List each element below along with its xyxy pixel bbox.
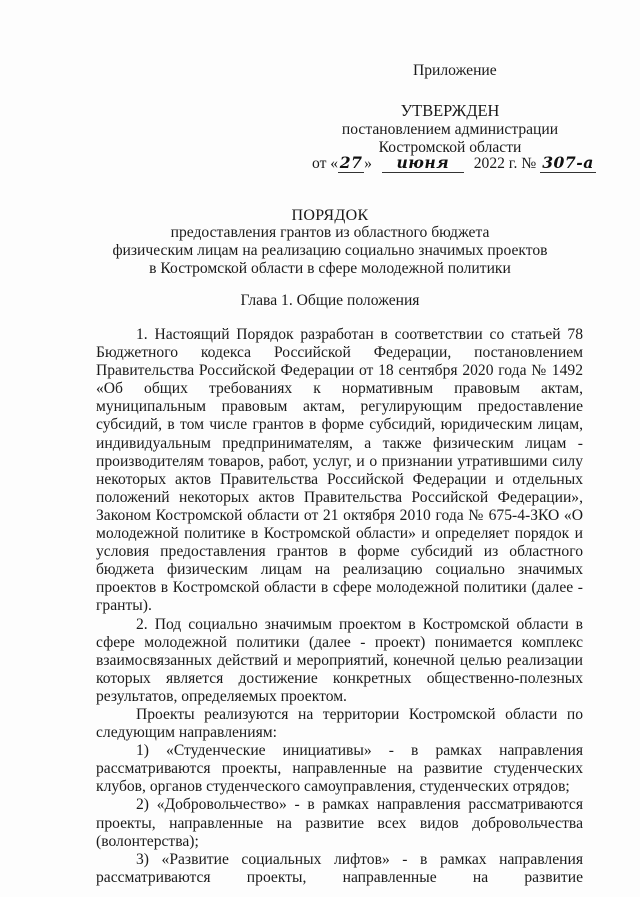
date-mid: »: [364, 155, 372, 172]
document-subtitle-2: физическим лицам на реализацию социально значимых проектов: [112, 242, 548, 259]
document-subtitle-3: в Костромской области в сфере молодежной политики: [149, 260, 511, 277]
approved-heading: УТВЕРЖДЕН: [400, 101, 500, 120]
document-body: [96, 326, 583, 887]
appendix-label: Приложение: [413, 62, 497, 79]
paragraph: Проекты реализуются на территории Костромской области по следующим направлениям:: [96, 705, 583, 742]
paragraph: 2. Под социально значимым проектом в Костромской области в сфере молодежной политики (далее - проект) понимается комплекс взаимосвязанных действий и мероприятий, конечной целью реализации которых является достижение конкретных общественно-полезных результатов, определяемых проектом.: [96, 615, 583, 705]
chapter-heading: Глава 1. Общие положения: [240, 292, 420, 309]
handwritten-month: июня: [382, 154, 464, 173]
handwritten-day: 27: [339, 153, 363, 172]
handwritten-number: 307-а: [540, 154, 596, 173]
date-prefix: от «: [312, 155, 339, 172]
approved-by-line-2: Костромской области: [378, 139, 522, 156]
paragraph: 2) «Добровольчество» - в рамках направления рассматриваются проекты, направленные на развитие всех видов добровольчества (волонтерства);: [96, 796, 583, 850]
paragraph: 3) «Развитие социальных лифтов» - в рамках направления рассматриваются проекты, направленные на развитие: [96, 850, 583, 886]
document-subtitle-1: предоставления грантов из областного бюджета: [170, 224, 490, 241]
approval-date-line: [312, 154, 612, 178]
document-title: ПОРЯДОК: [291, 207, 369, 224]
paragraph: 1. Настоящий Порядок разработан в соответствии со статьей 78 Бюджетного кодекса Российской Федерации, постановлением Правительства Российской Федерации от 18 сентября 2020 года № 1492 «Об общих требованиях к нормативным правовым актам, муниципальным правовым актам, регулирующим предоставление субсидий, в том числе грантов в форме субсидий, юридическим лицам, индивидуальным предпринимателям, а также физическим лицам - производителям товаров, работ, услуг, и о признании утратившими силу некоторых актов Правительства Российской Федерации и отдельных положений некоторых актов Правительства Российской Федерации», Законом Костромской области от 21 октября 2010 года № 675-4-ЗКО «О молодежной политике в Костромской области» и определяет порядок и условия предоставления грантов в форме субсидий из областного бюджета физическим лицам на реализацию социально значимых проектов в Костромской области в сфере молодежной политики (далее - гранты).: [96, 326, 583, 615]
approved-by-line-1: постановлением администрации: [341, 121, 559, 138]
paragraph: 1) «Студенческие инициативы» - в рамках направления рассматриваются проекты, направленные на развитие студенческих клубов, органов студенческого самоуправления, студенческих отрядов;: [96, 742, 583, 796]
date-year-number: 2022 г. №: [473, 155, 537, 172]
